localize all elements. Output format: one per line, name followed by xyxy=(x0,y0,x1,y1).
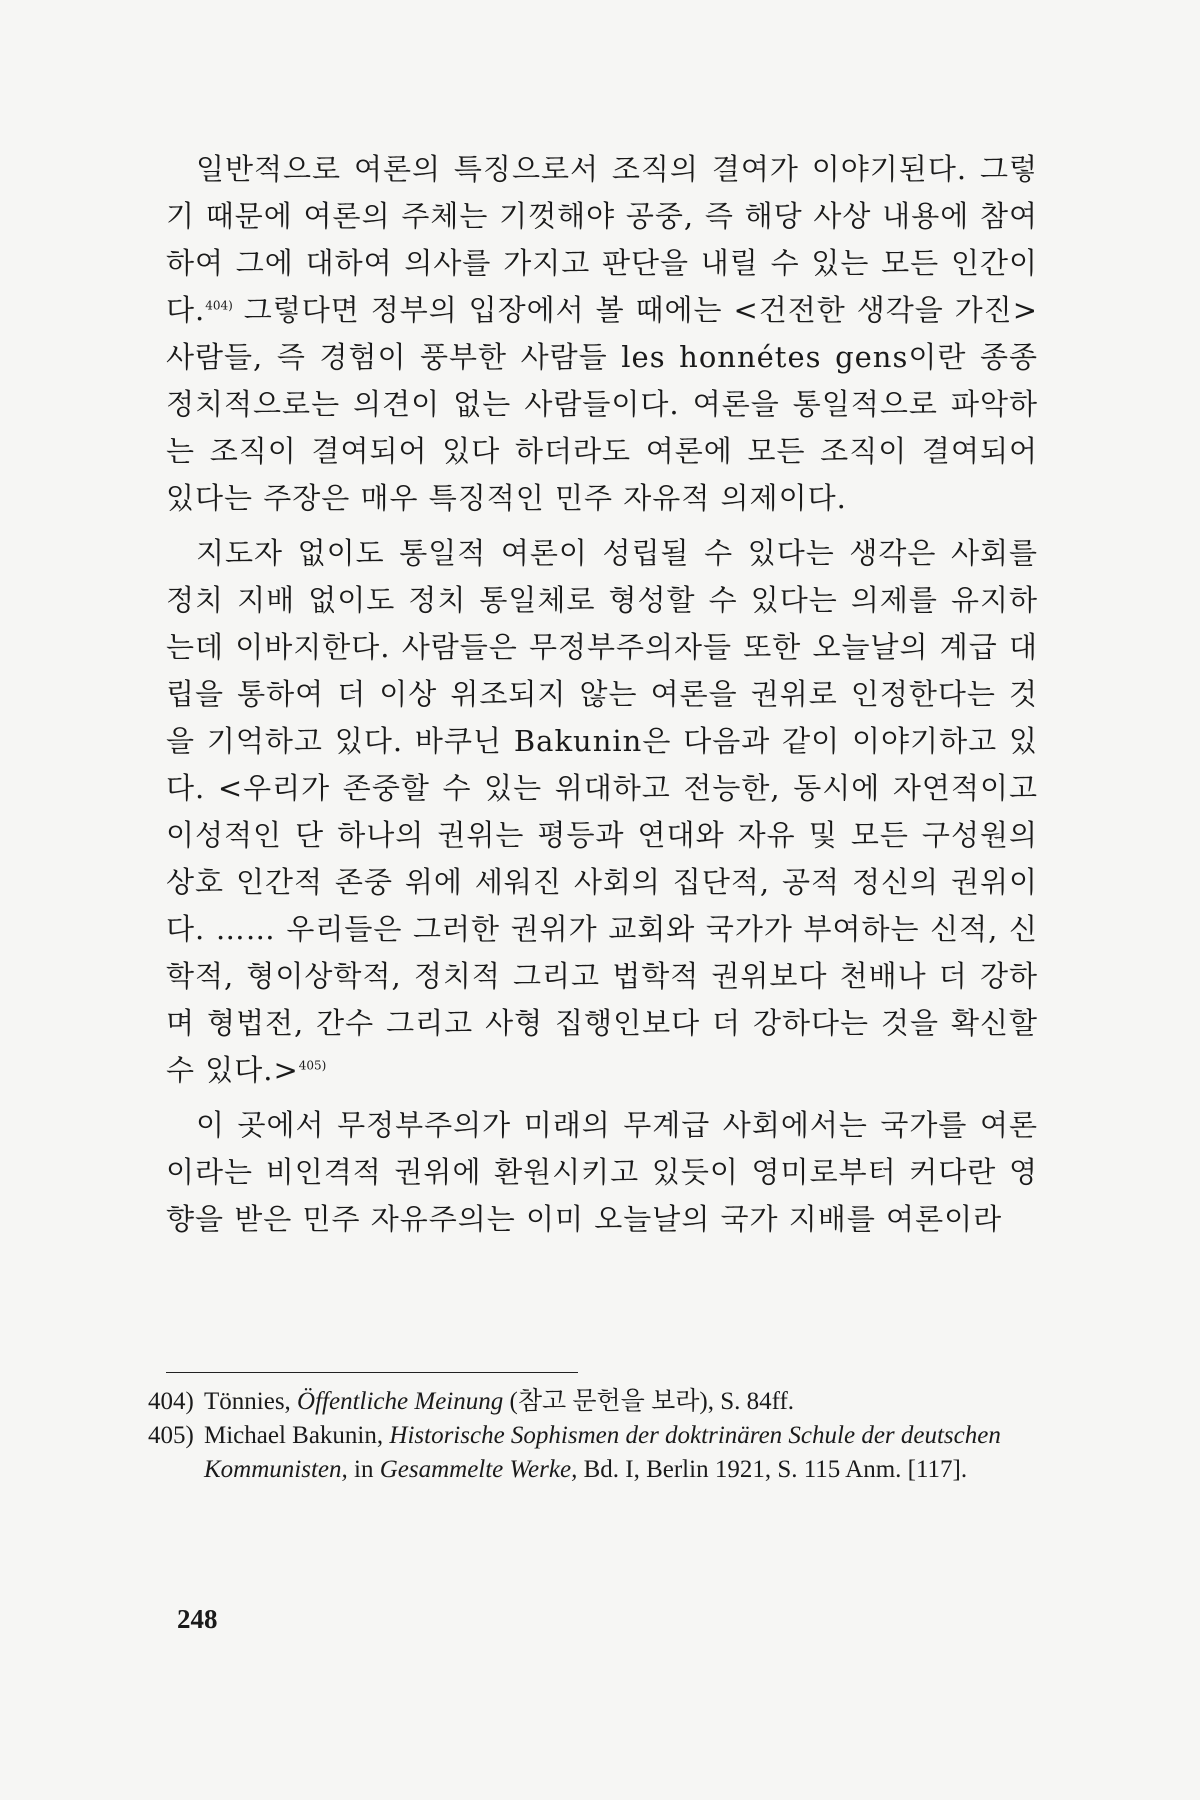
paragraph-3-text-a: 이 곳에서 무정부주의가 미래의 무계급 사회에서는 국가를 여론이라는 비인격적 권위에 환원시키고 있듯이 영미로부터 커다란 영향을 받은 민주 자유주의는 이미 오늘날의 국가 지배를 여론이라 xyxy=(166,1108,1038,1236)
paragraph-1-text-b: 그렇다면 정부의 입장에서 볼 때에는 <건전한 생각을 가진> 사람들, 즉 경험이 풍부한 사람들 les honnétes gens이란 종종 정치적으로는 의견이 없는 사람들이다. 여론을 통일적으로 파악하는 조직이 결여되어 있다 하더라도 여론에 모든 조직이 결여되어 있다는 주장은 매우 특징적인 민주 자유적 의제이다. xyxy=(166,293,1038,515)
footnote-author: Tönnies, xyxy=(204,1388,298,1415)
footnote-405 xyxy=(148,1419,1040,1487)
footnote-ref-405: 405) xyxy=(298,1058,327,1073)
footnote-author: Michael Bakunin, xyxy=(204,1422,390,1449)
footnote-number: 404) xyxy=(148,1388,194,1415)
footnote-404 xyxy=(148,1385,1040,1419)
footnote-title: Historische Sophismen der doktrinären Schule der deutschen Kommunisten, xyxy=(204,1422,1001,1483)
footnote-ref-404: 404) xyxy=(205,298,233,313)
paragraph-1 xyxy=(166,146,1038,522)
footnotes xyxy=(148,1385,1040,1487)
page-number: 248 xyxy=(177,1604,218,1634)
footnote-rest: (참고 문헌을 보라), S. 84ff. xyxy=(503,1388,795,1415)
paragraph-3 xyxy=(166,1102,1038,1243)
footnote-separator xyxy=(166,1372,578,1373)
footnote-text xyxy=(204,1385,1040,1419)
footnote-title: Öffentliche Meinung xyxy=(297,1388,504,1415)
paragraph-1-text-a: 일반적으로 여론의 특징으로서 조직의 결여가 이야기된다. 그렇기 때문에 여론의 주체는 기껏해야 공중, 즉 해당 사상 내용에 참여하여 그에 대하여 의사를 가지고 판단을 내릴 수 있는 모든 인간이다. xyxy=(166,152,1038,327)
paragraph-2 xyxy=(166,530,1038,1094)
footnote-rest: Bd. I, Berlin 1921, S. 115 Anm. [117]. xyxy=(577,1456,968,1483)
footnote-number: 405) xyxy=(148,1422,194,1449)
body-text xyxy=(166,146,1038,1243)
footnote-text xyxy=(204,1419,1040,1487)
paragraph-2-text-a: 지도자 없이도 통일적 여론이 성립될 수 있다는 생각은 사회를 정치 지배 없이도 정치 통일체로 형성할 수 있다는 의제를 유지하는데 이바지한다. 사람들은 무정부주의자들 또한 오늘날의 계급 대립을 통하여 더 이상 위조되지 않는 여론을 권위로 인정한다는 것을 기억하고 있다. 바쿠닌 Bakunin은 다음과 같이 이야기하고 있다. <우리가 존중할 수 있는 위대하고 전능한, 동시에 자연적이고 이성적인 단 하나의 권위는 평등과 연대와 자유 및 모든 구성원의 상호 인간적 존중 위에 세워진 사회의 집단적, 공적 정신의 권위이다. …… 우리들은 그러한 권위가 교회와 국가가 부여하는 신적, 신학적, 형이상학적, 정치적 그리고 법학적 권위보다 천배나 더 강하며 형법전, 간수 그리고 사형 집행인보다 더 강하다는 것을 확신할 수 있다.> xyxy=(166,536,1038,1087)
footnote-title-2: Gesammelte Werke, xyxy=(379,1456,578,1483)
footnote-middle: in xyxy=(347,1456,380,1483)
